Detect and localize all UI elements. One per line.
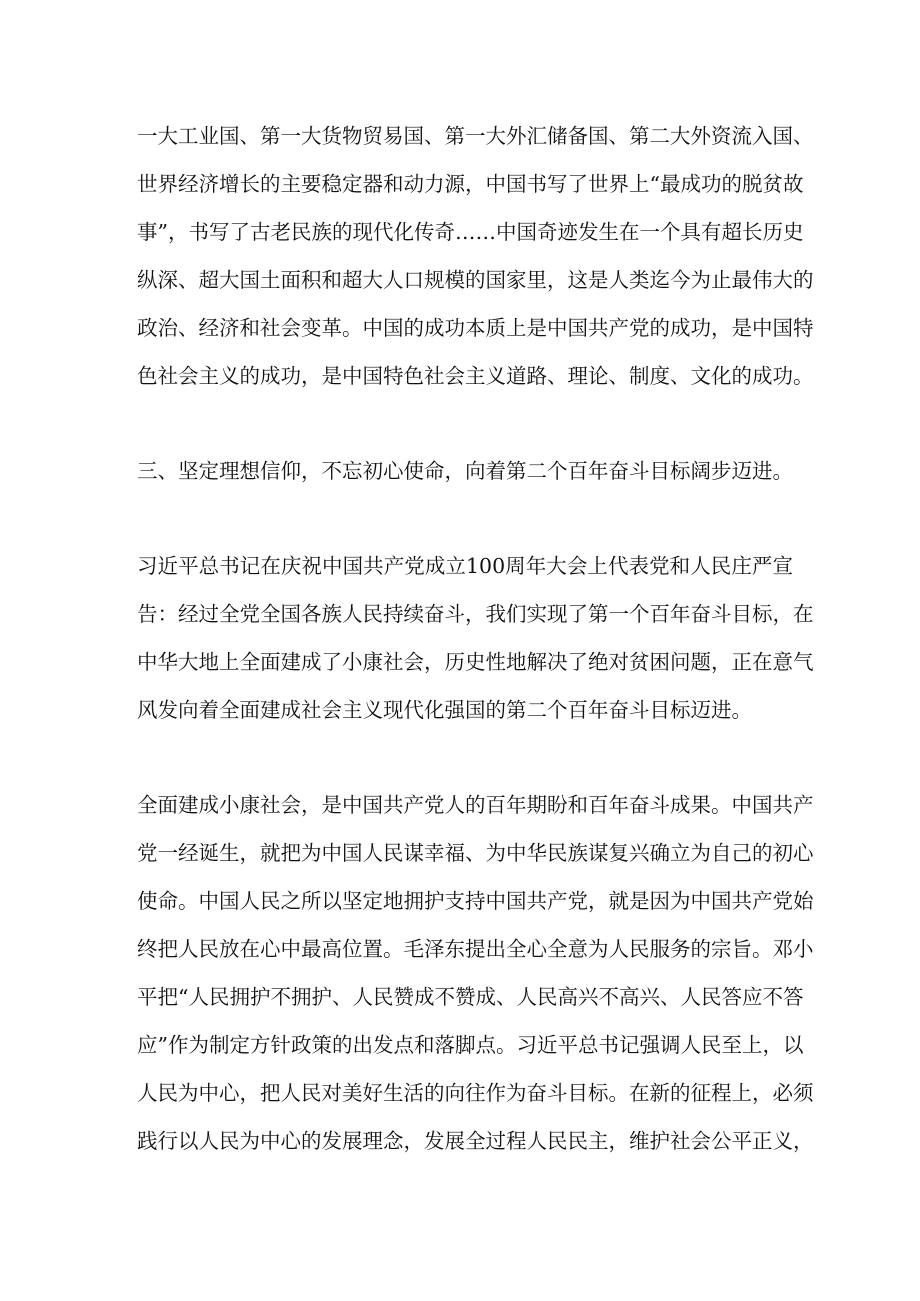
text-line: 中华大地上全面建成了小康社会，历史性地解决了绝对贫困问题，正在意气 <box>137 650 814 674</box>
text-line: 终把人民放在心中最高位置。毛泽东提出全心全意为人民服务的宗旨。邓小 <box>137 937 814 961</box>
text-line: 世界经济增长的主要稳定器和动力源，中国书写了世界上“最成功的脱贫故 <box>137 172 804 196</box>
text-line: 平把“人民拥护不拥护、人民赞成不赞成、人民高兴不高兴、人民答应不答 <box>137 985 804 1009</box>
text-line: 习近平总书记在庆祝中国共产党成立100周年大会上代表党和人民庄严宣 <box>137 554 793 578</box>
text-line: 党一经诞生，就把为中国人民谋幸福、为中华民族谋复兴确立为自己的初心 <box>137 841 814 865</box>
text-line: 使命。中国人民之所以坚定地拥护支持中国共产党，就是因为中国共产党始 <box>137 889 814 913</box>
text-line: 应”作为制定方针政策的出发点和落脚点。习近平总书记强调人民至上，以 <box>137 1033 804 1057</box>
text-line: 纵深、超大国土面积和超大人口规模的国家里，这是人类迄今为止最伟大的 <box>137 268 814 292</box>
text-line: 事”，书写了古老民族的现代化传奇……中国奇迹发生在一个具有超长历史 <box>137 220 804 244</box>
section-heading: 三、坚定理想信仰，不忘初心使命，向着第二个百年奋斗目标阔步迈进。 <box>137 459 793 483</box>
text-line: 风发向着全面建成社会主义现代化强国的第二个百年奋斗目标迈进。 <box>137 698 752 722</box>
text-line: 践行以人民为中心的发展理念，发展全过程人民民主，维护社会公平正义， <box>137 1129 814 1153</box>
text-line: 人民为中心，把人民对美好生活的向往作为奋斗目标。在新的征程上，必须 <box>137 1081 814 1105</box>
text-line: 全面建成小康社会，是中国共产党人的百年期盼和百年奋斗成果。中国共产 <box>137 793 814 817</box>
text-line: 告：经过全党全国各族人民持续奋斗，我们实现了第一个百年奋斗目标，在 <box>137 602 814 626</box>
text-line: 色社会主义的成功，是中国特色社会主义道路、理论、制度、文化的成功。 <box>137 364 814 388</box>
text-line: 政治、经济和社会变革。中国的成功本质上是中国共产党的成功，是中国特 <box>137 316 814 340</box>
text-line: 一大工业国、第一大货物贸易国、第一大外汇储备国、第二大外资流入国、 <box>137 124 814 148</box>
